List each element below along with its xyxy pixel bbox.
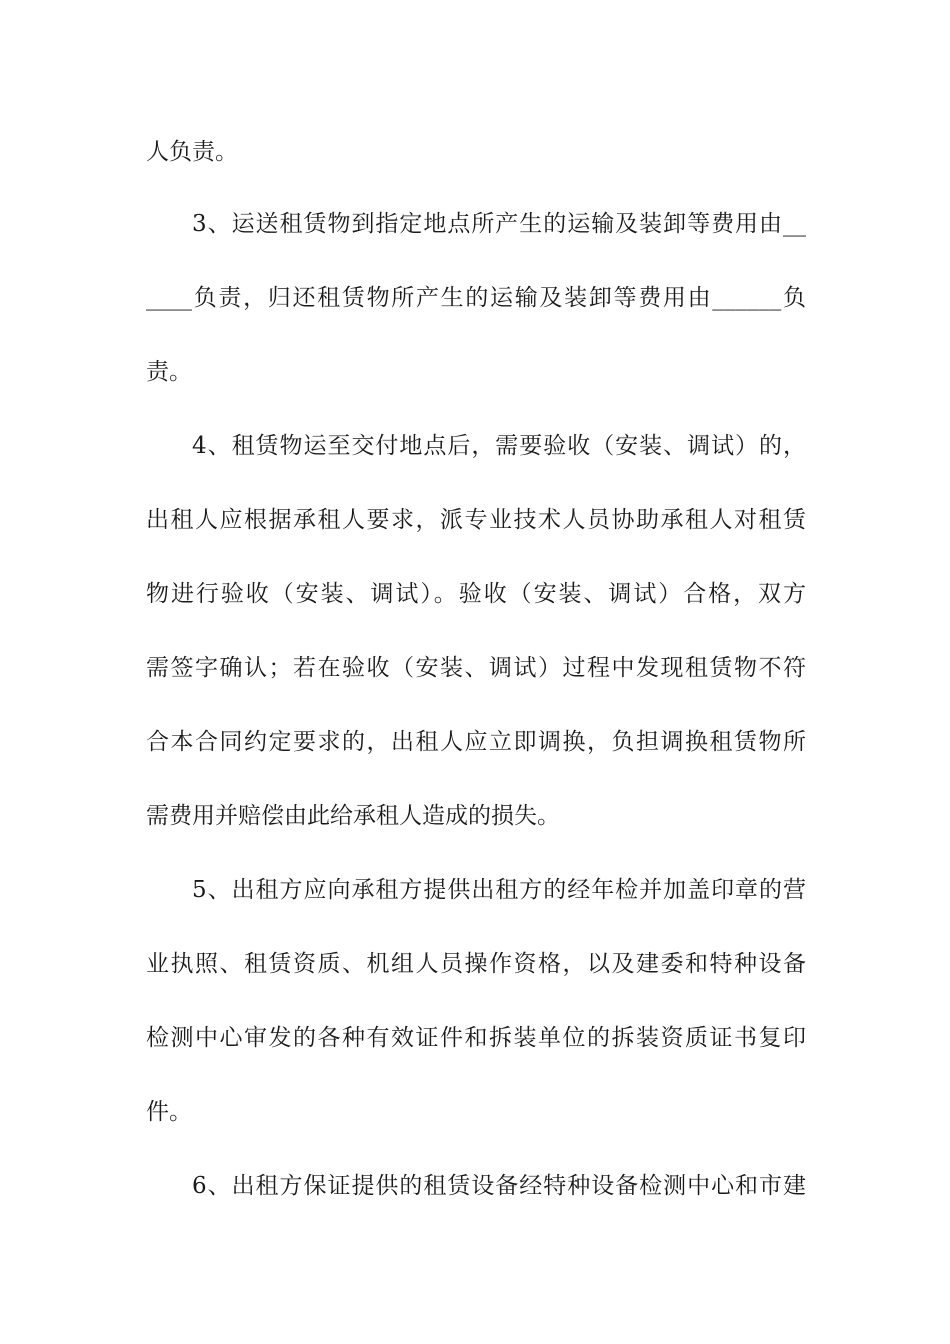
text-line: 出租人应根据承租人要求，派专业技术人员协助承租人对租赁: [146, 507, 806, 533]
text-line: 需签字确认；若在验收（安装、调试）过程中发现租赁物不符: [146, 655, 806, 681]
text-line: 业执照、租赁资质、机组人员操作资格，以及建委和特种设备: [146, 951, 806, 977]
text-line: 4、租赁物运至交付地点后，需要验收（安装、调试）的，: [192, 433, 806, 459]
text-line: 物进行验收（安装、调试）。验收（安装、调试）合格，双方: [146, 581, 806, 607]
text-line: 人负责。: [146, 139, 238, 165]
text-line: 需费用并赔偿由此给承租人造成的损失。: [146, 803, 560, 829]
text-line: 检测中心审发的各种有效证件和拆装单位的拆装资质证书复印: [146, 1025, 806, 1051]
text-line: 责。: [146, 359, 192, 385]
text-line: ____负责，归还租赁物所产生的运输及装卸等费用由______负: [146, 285, 806, 311]
text-line: 5、出租方应向承租方提供出租方的经年检并加盖印章的营: [192, 877, 806, 903]
text-line: 件。: [146, 1099, 192, 1125]
text-line: 6、出租方保证提供的租赁设备经特种设备检测中心和市建: [192, 1173, 806, 1199]
text-line: 3、运送租赁物到指定地点所产生的运输及装卸等费用由__: [192, 211, 806, 237]
text-line: 合本合同约定要求的，出租人应立即调换，负担调换租赁物所: [146, 729, 806, 755]
